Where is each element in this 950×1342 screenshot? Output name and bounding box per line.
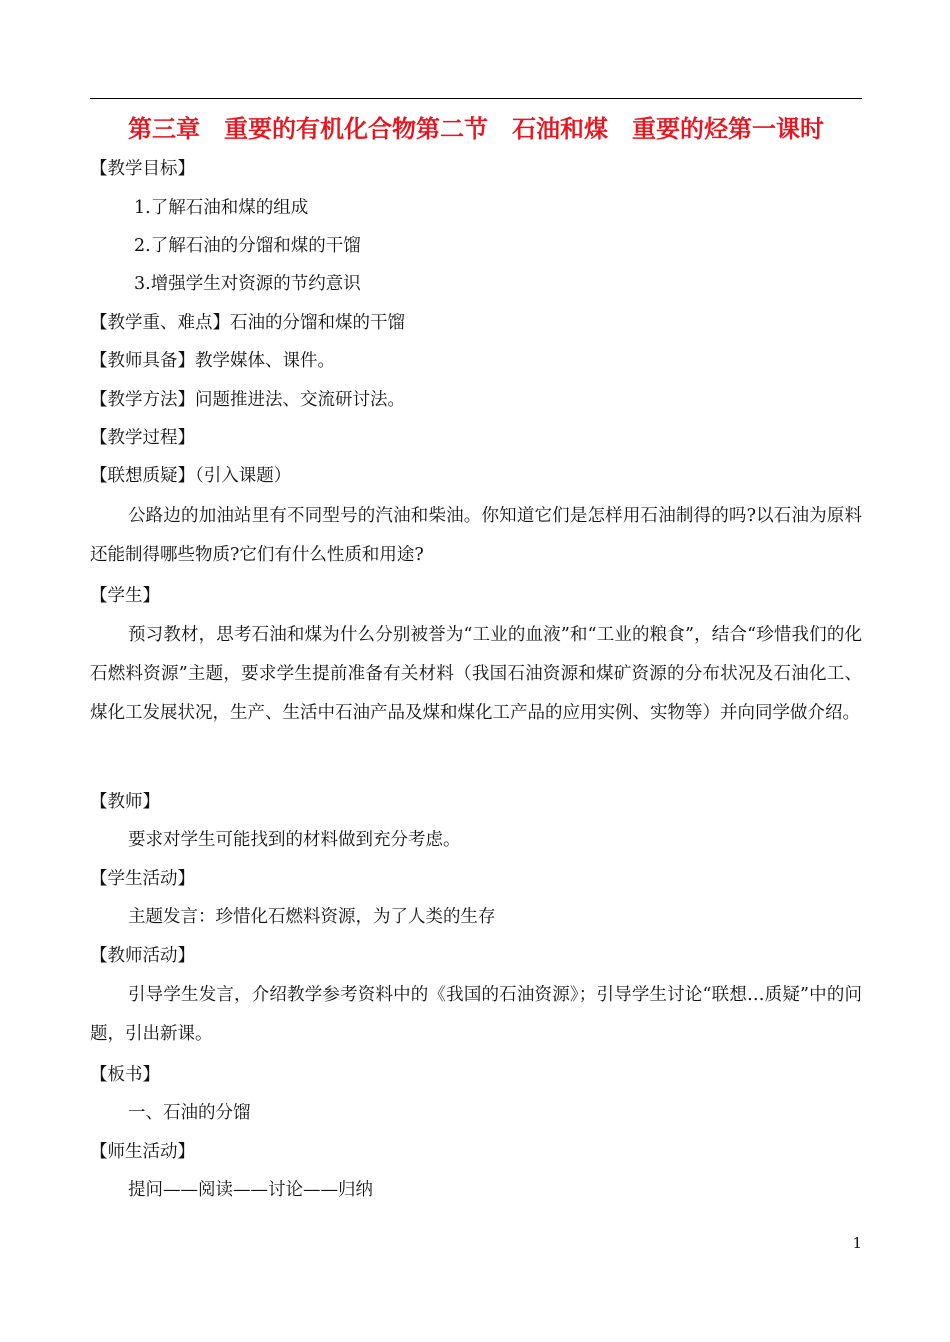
- teacher-paragraph: 要求对学生可能找到的材料做到充分考虑。: [128, 830, 461, 850]
- intro-paragraph: 公路边的加油站里有不同型号的汽油和柴油。你知道它们是怎样用石油制得的吗?以石油为原料还能制得哪些物质?它们有什么性质和用途?: [90, 506, 862, 565]
- process-heading: 【教学过程】: [90, 428, 195, 448]
- document-title: 第三章 重要的有机化合物第二节 石油和煤 重要的烃第一课时: [128, 114, 824, 143]
- goal-heading: 【教学目标】: [90, 159, 195, 179]
- header-rule: [90, 98, 862, 99]
- joint-activity-heading: 【师生活动】: [90, 1142, 195, 1162]
- intro-heading: 【联想质疑】（引入课题）: [90, 466, 292, 486]
- key-points-line: 【教学重、难点】石油的分馏和煤的干馏: [90, 313, 405, 333]
- goal-item-2: 2.了解石油的分馏和煤的干馏: [134, 236, 361, 256]
- goal-item-3: 3.增强学生对资源的节约意识: [134, 274, 361, 294]
- page-number: 1: [852, 1234, 862, 1252]
- student-activity-heading: 【学生活动】: [90, 869, 195, 889]
- board-paragraph: 一、石油的分馏: [128, 1103, 251, 1123]
- student-heading: 【学生】: [90, 586, 160, 606]
- teacher-activity-paragraph: 引导学生发言，介绍教学参考资料中的《我国的石油资源》；引导学生讨论“联想…质疑”中的问题，引出新课。: [90, 985, 862, 1044]
- teacher-heading: 【教师】: [90, 792, 160, 812]
- teacher-activity-heading: 【教师活动】: [90, 946, 195, 966]
- goal-item-1: 1.了解石油和煤的组成: [134, 198, 309, 218]
- teacher-prep-line: 【教师具备】教学媒体、课件。: [90, 351, 335, 371]
- student-paragraph: 预习教材，思考石油和煤为什么分别被誉为“工业的血液”和“工业的粮食”，结合“珍惜我们的化石燃料资源”主题，要求学生提前准备有关材料（我国石油资源和煤矿资源的分布状况及石油化工、煤化工发展状况，生产、生活中石油产品及煤和煤化工产品的应用实例、实物等）并向同学做介绍。: [90, 625, 862, 723]
- joint-activity-paragraph: 提问——阅读——讨论——归纳: [128, 1180, 373, 1200]
- student-activity-paragraph: 主题发言：珍惜化石燃料资源，为了人类的生存: [128, 907, 496, 927]
- board-heading: 【板书】: [90, 1065, 160, 1085]
- method-line: 【教学方法】问题推进法、交流研讨法。: [90, 390, 405, 410]
